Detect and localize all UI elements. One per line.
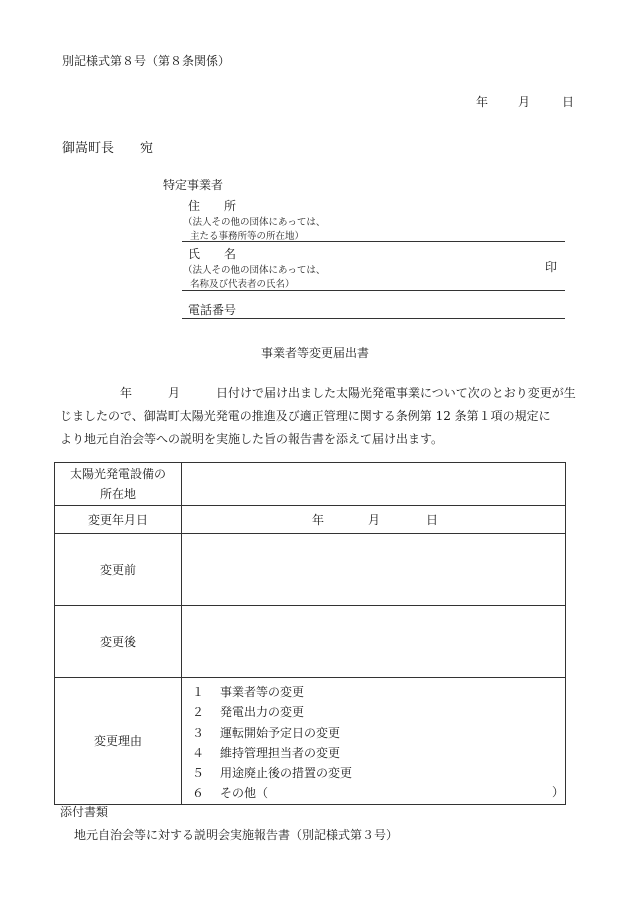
attachments-heading: 添付書類 <box>60 805 109 819</box>
date-line <box>476 93 574 110</box>
before-label: 変更前 <box>55 534 182 606</box>
name-note-2: 名称及び代表者の氏名） <box>190 279 295 290</box>
change-form-table <box>54 462 566 805</box>
row-change-date <box>55 506 566 534</box>
location-label-cell <box>55 463 182 506</box>
reason-list-cell <box>182 678 566 805</box>
phone-underline <box>182 318 565 319</box>
address-label: 住 所 <box>188 199 237 213</box>
location-value-cell[interactable] <box>182 463 566 506</box>
row-location <box>55 463 566 506</box>
reason-text: 発電出力の変更 <box>220 705 305 720</box>
attachment-item: 地元自治会等に対する説明会実施報告書（別記様式第３号） <box>74 828 399 842</box>
reason-text: その他（ <box>220 786 269 801</box>
date-year: 年 <box>476 95 489 109</box>
reason-text: 運転開始予定日の変更 <box>220 725 341 740</box>
name-note-1: （法人その他の団体にあっては、 <box>183 265 326 276</box>
change-date-value-cell[interactable] <box>182 506 566 534</box>
reason-item[interactable] <box>192 743 565 763</box>
address-underline <box>182 241 565 242</box>
change-date-day: 日 <box>426 513 439 527</box>
reason-label: 変更理由 <box>55 678 182 805</box>
row-after <box>55 606 566 678</box>
before-value-cell[interactable] <box>182 534 566 606</box>
reason-item[interactable] <box>192 682 565 702</box>
reason-num: ３ <box>192 725 205 740</box>
name-underline <box>182 290 565 291</box>
change-date-label: 変更年月日 <box>55 506 182 534</box>
change-date-year: 年 <box>312 513 325 527</box>
body-text <box>60 382 576 451</box>
address-note-1: （法人その他の団体にあっては、 <box>183 217 326 228</box>
reason-item[interactable] <box>192 763 565 783</box>
phone-label: 電話番号 <box>188 303 237 317</box>
date-month: 月 <box>518 95 531 109</box>
reason-num: ５ <box>192 766 205 781</box>
name-label: 氏 名 <box>188 247 237 261</box>
date-day: 日 <box>562 95 575 109</box>
body-line-3: より地元自治会等への説明を実施した旨の報告書を添えて届け出ます。 <box>60 432 444 446</box>
body-line-2: じましたので、御嵩町太陽光発電の推進及び適正管理に関する条例第 12 条第１項の規定に <box>60 409 551 423</box>
reason-num: １ <box>192 685 205 699</box>
reason-num: ２ <box>192 705 205 720</box>
address-note-2: 主たる事務所等の所在地） <box>190 231 305 242</box>
other-close-paren: ） <box>552 785 565 799</box>
after-value-cell[interactable] <box>182 606 566 678</box>
reason-text: 用途廃止後の措置の変更 <box>220 766 353 781</box>
addressee: 御嵩町長 宛 <box>62 141 154 156</box>
document-title: 事業者等変更届出書 <box>260 346 369 360</box>
after-label: 変更後 <box>55 606 182 678</box>
reason-text: 維持管理担当者の変更 <box>220 745 341 760</box>
location-label-1: 太陽光発電設備の <box>69 467 166 481</box>
location-label-2: 所在地 <box>99 487 136 501</box>
row-reason <box>55 678 566 805</box>
body-line-1: 年 月 日付けで届け出ました太陽光発電事業について次のとおり変更が生 <box>60 386 576 400</box>
reason-list <box>182 678 565 804</box>
row-before <box>55 534 566 606</box>
seal-mark: 印 <box>545 260 558 274</box>
reason-item[interactable] <box>192 702 565 722</box>
reason-num: ４ <box>192 745 205 760</box>
applicant-heading: 特定事業者 <box>163 178 224 192</box>
form-code: 別記様式第８号（第８条関係） <box>62 54 231 68</box>
reason-item-other[interactable] <box>192 783 565 803</box>
reason-num: ６ <box>192 786 205 801</box>
change-date-month: 月 <box>368 513 381 527</box>
reason-text: 事業者等の変更 <box>220 685 305 699</box>
reason-item[interactable] <box>192 723 565 743</box>
